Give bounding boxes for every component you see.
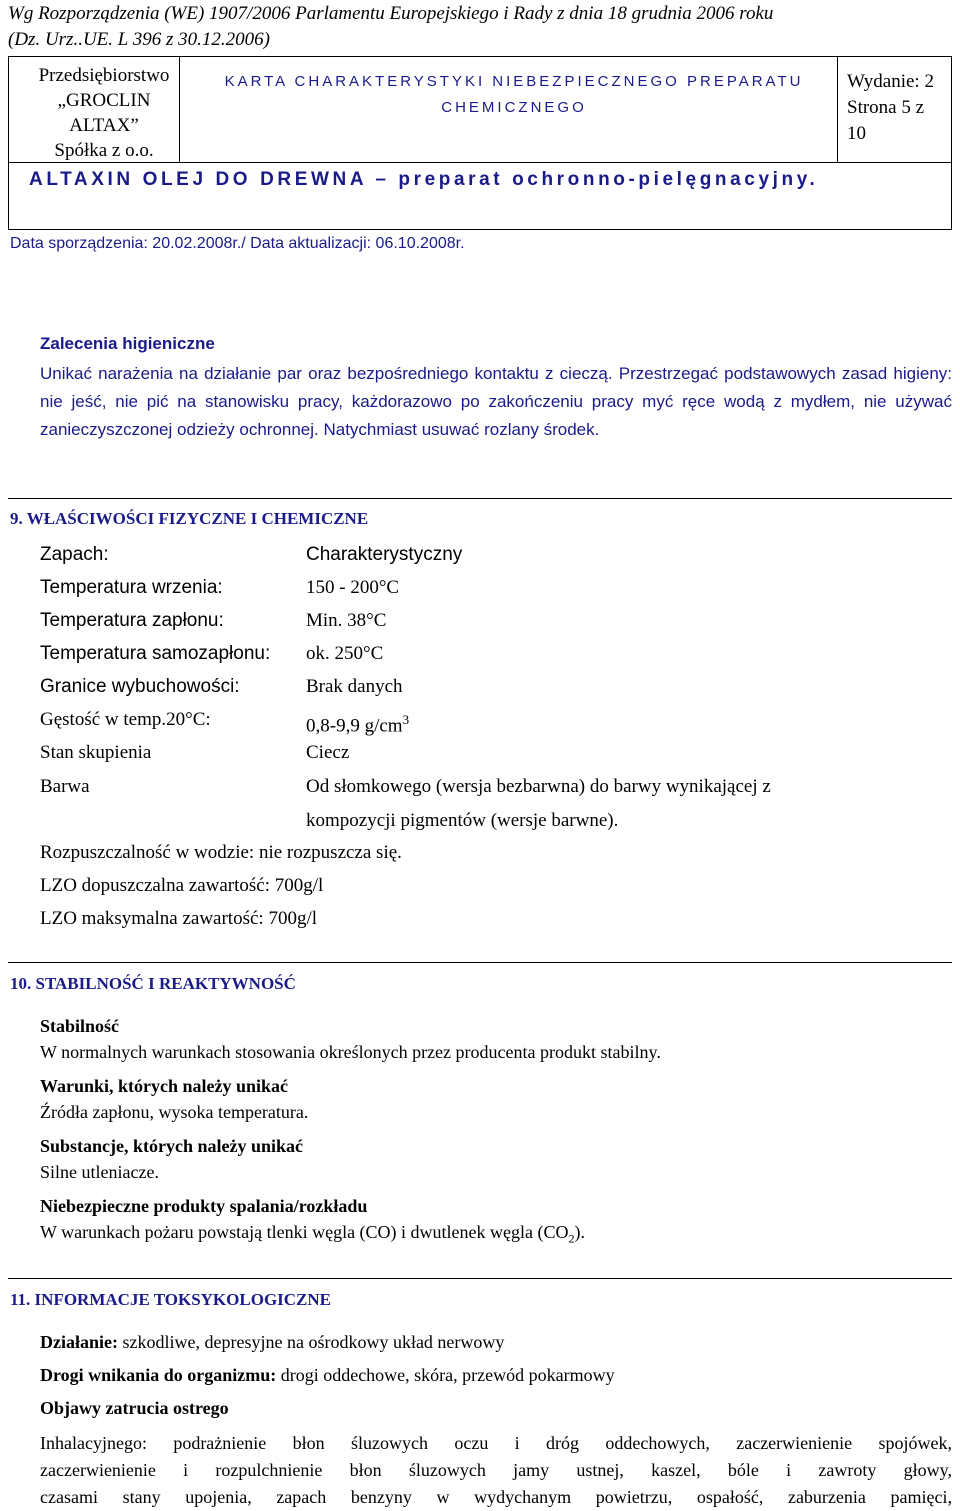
- avoid-conditions-text: Źródła zapłonu, wysoka temperatura.: [40, 1102, 309, 1122]
- inhalation-line-1: Inhalacyjnego: podrażnienie błon śluzowych oczu i dróg oddechowych, zaczerwienienie spojówek,: [40, 1433, 952, 1453]
- card-title: KARTA CHARAKTERYSTYKI NIEBEZPIECZNEGO PREPARATU CHEMICZNEGO: [224, 73, 804, 116]
- prop-value-color-cont: kompozycji pigmentów (wersje barwne).: [306, 810, 619, 831]
- avoid-substances-head: Substancje, których należy unikać: [40, 1136, 304, 1156]
- routes-line: Drogi wnikania do organizmu: drogi oddechowe, skóra, przewód pokarmowy: [40, 1365, 615, 1385]
- combustion-products-text: W warunkach pożaru powstają tlenki węgla (CO) i dwutlenek węgla $(CO_2)$.: [40, 1222, 586, 1246]
- section-10-title: 10. STABILNOŚĆ I REAKTYWNOŚĆ: [10, 974, 296, 993]
- prop-value-state: Ciecz: [306, 742, 350, 763]
- lzo-allowed: LZO dopuszczalna zawartość: 700g/l: [40, 875, 324, 896]
- document-header-table: [8, 56, 952, 230]
- prop-value-smell: Charakterystyczny: [306, 544, 463, 565]
- prop-label-boiling: Temperatura wrzenia:: [40, 577, 223, 598]
- hygiene-title: Zalecenia higieniczne: [40, 334, 215, 353]
- prop-value-explosive: Brak danych: [306, 676, 403, 697]
- prop-value-flash: Min. 38°C: [306, 610, 387, 631]
- solubility: Rozpuszczalność w wodzie: nie rozpuszcza się.: [40, 842, 402, 863]
- effect-line: Działanie: szkodliwe, depresyjne na ośrodkowy układ nerwowy: [40, 1332, 505, 1352]
- document-dates: Data sporządzenia: 20.02.2008r./ Data aktualizacji: 06.10.2008r.: [10, 235, 465, 252]
- section-11-rule: [8, 1278, 952, 1279]
- prop-label-state: Stan skupienia: [40, 742, 152, 763]
- section-10-rule: [8, 962, 952, 963]
- prop-label-color: Barwa: [40, 776, 90, 797]
- inhalation-line-2: zaczerwienienie i rozpulchnienie błon śluzowych jamy ustnej, kaszel, bóle i zawroty głowy,: [40, 1460, 952, 1480]
- section-11-title: 11. INFORMACJE TOKSYKOLOGICZNE: [10, 1290, 332, 1309]
- regulation-line-1: Wg Rozporządzenia (WE) 1907/2006 Parlamentu Europejskiego i Rady z dnia 18 grudnia 2006 roku: [8, 3, 774, 24]
- prop-label-smell: Zapach:: [40, 544, 109, 565]
- inhalation-line-3: czasami stany upojenia, zapach benzyny w wydychanym powietrzu, ospałość, zaburzenia pamięci,: [40, 1487, 952, 1507]
- edition-info: Wydanie: 2 Strona 5 z 10: [847, 71, 934, 144]
- prop-value-density: 0,8-9,9 $g/cm^3$: [306, 712, 410, 737]
- stability-head: Stabilność: [40, 1016, 120, 1036]
- prop-label-flash: Temperatura zapłonu:: [40, 610, 224, 631]
- prop-label-density: Gęstość w temp.20°C:: [40, 709, 211, 730]
- regulation-line-2: (Dz. Urz..UE. L 396 z 30.12.2006): [8, 29, 270, 50]
- prop-value-boiling: 150 - 200°C: [306, 577, 400, 598]
- avoid-substances-text: Silne utleniacze.: [40, 1162, 159, 1182]
- combustion-products-head: Niebezpieczne produkty spalania/rozkładu: [40, 1196, 368, 1216]
- company-name: Przedsiębiorstwo „GROCLIN ALTAX” Spółka z o.o.: [38, 65, 170, 161]
- section-9-title: 9. WŁAŚCIWOŚCI FIZYCZNE I CHEMICZNE: [10, 509, 369, 528]
- avoid-conditions-head: Warunki, których należy unikać: [40, 1076, 289, 1096]
- hygiene-text: Unikać narażenia na działanie par oraz bezpośredniego kontaktu z cieczą. Przestrzegać podstawowych zasad higieny: nie jeść, nie pić na stanowisku pracy, każdorazowo po zakończeniu pracy myć ręce wodą z mydłem, nie używać zanieczyszczonej odzieży ochronnej. Natychmiast usuwać rozlany środek.: [40, 364, 952, 439]
- lzo-max: LZO maksymalna zawartość: 700g/l: [40, 908, 318, 929]
- product-name: ALTAXIN OLEJ DO DREWNA – preparat ochronno-pielęgnacyjny.: [29, 169, 819, 190]
- prop-label-explosive: Granice wybuchowości:: [40, 676, 240, 697]
- prop-value-color: Od słomkowego (wersja bezbarwna) do barwy wynikającej z: [306, 776, 771, 797]
- acute-symptoms-title: Objawy zatrucia ostrego: [40, 1398, 229, 1418]
- prop-label-autoignition: Temperatura samozapłonu:: [40, 643, 271, 664]
- prop-value-autoignition: ok. 250°C: [306, 643, 384, 664]
- stability-text: W normalnych warunkach stosowania określonych przez producenta produkt stabilny.: [40, 1042, 661, 1062]
- section-9-rule: [8, 498, 952, 499]
